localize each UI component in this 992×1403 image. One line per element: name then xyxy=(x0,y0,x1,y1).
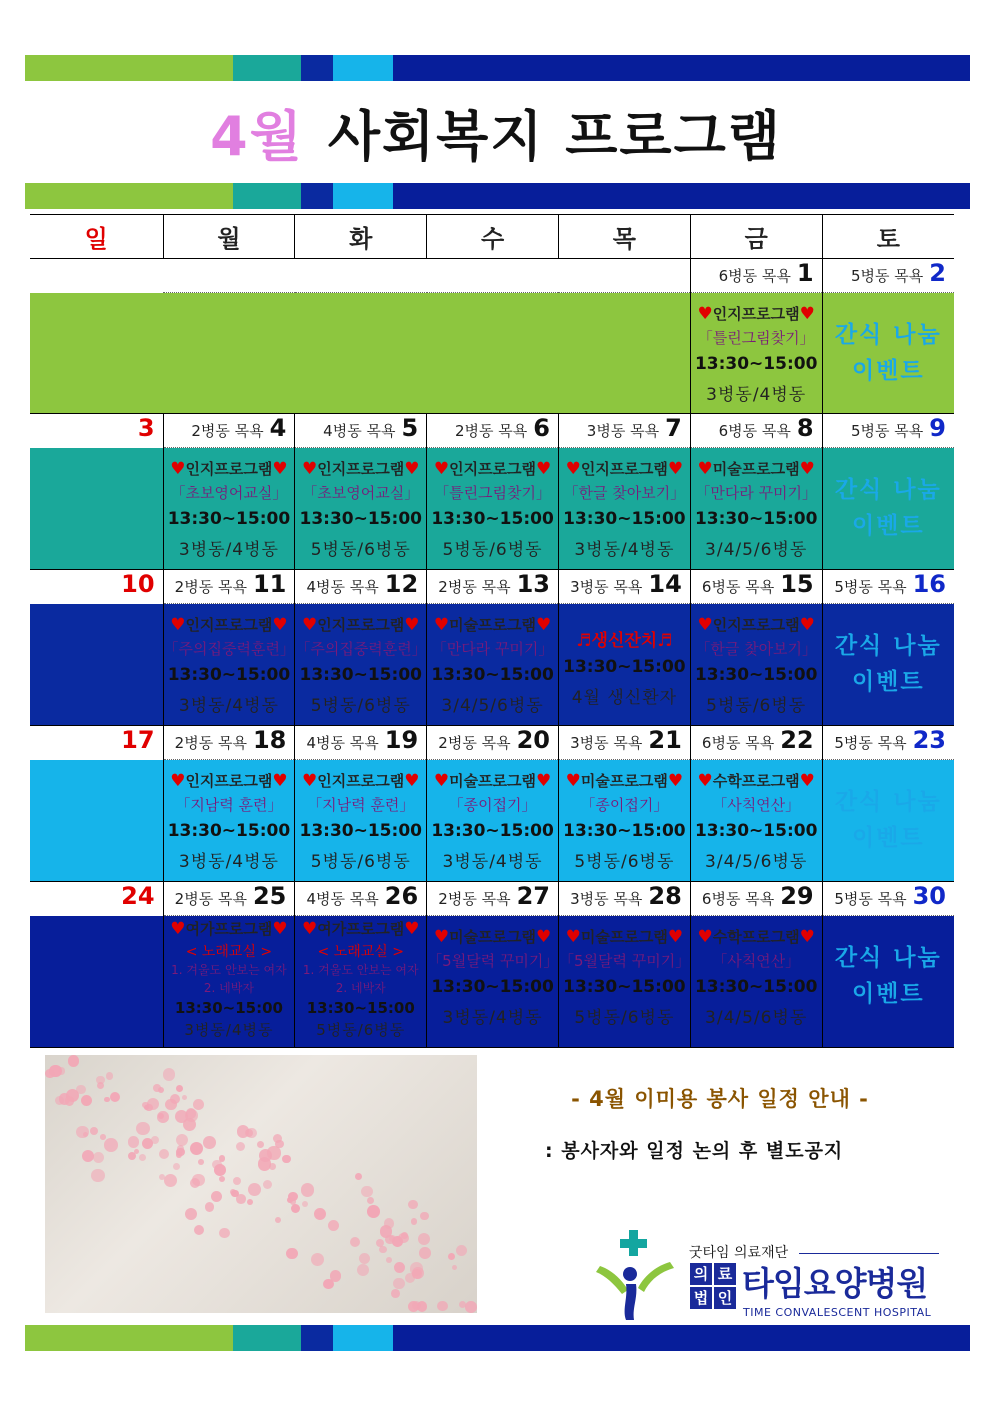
heart-icon: ♥ xyxy=(799,927,815,947)
program-name: ♥미술프로그램♥ xyxy=(433,771,552,791)
program-place: 3병동/4병동 xyxy=(178,696,279,716)
program-cell xyxy=(690,604,822,726)
heart-icon: ♥ xyxy=(433,615,450,635)
weekday-sat: 토 xyxy=(822,215,954,259)
program-subtitle: 「지남력 훈련」 xyxy=(307,796,415,814)
program-cell xyxy=(295,760,427,882)
date-cell xyxy=(690,726,822,760)
heart-icon: ♥ xyxy=(170,771,186,791)
date-cell xyxy=(822,726,954,760)
bath-ward: 2병동 목욕 xyxy=(438,578,511,596)
program-time: 13:30~15:00 xyxy=(299,509,422,529)
bath-ward: 5병동 목욕 xyxy=(851,422,924,440)
program-cell xyxy=(822,760,954,882)
heart-icon: ♥ xyxy=(433,771,450,791)
bath-ward: 6병동 목욕 xyxy=(718,267,791,285)
sunday-body-cell xyxy=(30,760,163,882)
bath-ward: 2병동 목욕 xyxy=(174,890,247,908)
program-place: 3/4/5/6병동 xyxy=(705,1008,808,1028)
program-name: ♥미술프로그램♥ xyxy=(565,771,684,791)
bath-ward: 4병동 목욕 xyxy=(306,890,379,908)
program-time: 13:30~15:00 xyxy=(299,821,422,841)
bath-ward: 5병동 목욕 xyxy=(851,267,924,285)
heart-icon: ♥ xyxy=(697,304,713,324)
heart-icon: ♥ xyxy=(404,615,420,635)
song-2: 2. 네박자 xyxy=(203,981,254,995)
program-subtitle: 「종이접기」 xyxy=(580,796,669,814)
program-cell xyxy=(427,760,559,882)
date-number: 7 xyxy=(665,414,682,442)
week-header-row xyxy=(30,570,954,604)
bath-ward: 2병동 목욕 xyxy=(174,578,247,596)
date-cell xyxy=(427,414,559,448)
week-body-row xyxy=(30,760,954,882)
program-place: 3병동/4병동 xyxy=(178,852,279,872)
program-name: ♥인지프로그램♥ xyxy=(565,459,684,479)
weekday-thu: 목 xyxy=(558,215,690,259)
program-subtitle: 「초보영어교실」 xyxy=(302,484,420,502)
date-number: 11 xyxy=(252,570,287,598)
date-number: 28 xyxy=(648,882,682,910)
bath-ward: 3병동 목욕 xyxy=(570,890,643,908)
date-number: 14 xyxy=(648,570,682,598)
program-subtitle: 「만다라 꾸미기」 xyxy=(431,640,554,658)
program-place: 3/4/5/6병동 xyxy=(441,696,544,716)
program-cell xyxy=(427,916,559,1048)
heart-icon: ♥ xyxy=(272,615,288,635)
date-cell xyxy=(558,882,690,916)
program-cell xyxy=(558,604,690,726)
program-cell xyxy=(558,448,690,570)
program-subtitle: 「5월달력 꾸미기」 xyxy=(427,952,559,970)
heart-icon: ♥ xyxy=(536,771,552,791)
heart-icon: ♥ xyxy=(667,771,684,791)
snack-event: 간식 나눔 이벤트 xyxy=(834,789,942,851)
program-time: 13:30~15:00 xyxy=(167,509,291,529)
empty-body-cell xyxy=(163,293,295,414)
date-number: 29 xyxy=(780,882,814,910)
notice-title: - 4월 이미용 봉사 일정 안내 - xyxy=(571,1087,869,1111)
weekday-wed: 수 xyxy=(427,215,559,259)
date-number: 6 xyxy=(533,414,550,442)
top-color-band xyxy=(25,55,970,81)
program-time: 13:30~15:00 xyxy=(563,509,686,529)
program-place: 5병동/6병동 xyxy=(706,696,807,716)
program-place: 3병동/4병동 xyxy=(178,540,279,560)
program-place: 4월 생신환자 xyxy=(571,688,678,708)
heart-icon: ♥ xyxy=(697,615,713,635)
program-time: 13:30~15:00 xyxy=(694,665,818,685)
program-place: 3병동/4병동 xyxy=(574,540,675,560)
week-body-row xyxy=(30,293,954,414)
empty-date-cell xyxy=(558,259,690,293)
program-cell xyxy=(822,448,954,570)
date-cell xyxy=(558,570,690,604)
program-subtitle: < 노래교실 > xyxy=(317,944,404,960)
program-place: 3병동/4병동 xyxy=(184,1021,274,1039)
date-cell xyxy=(163,570,295,604)
date-cell xyxy=(427,570,559,604)
date-cell xyxy=(163,882,295,916)
heart-icon: ♥ xyxy=(433,459,450,479)
program-cell xyxy=(163,916,295,1048)
week-body-row xyxy=(30,604,954,726)
program-place: 5병동/6병동 xyxy=(574,1008,675,1028)
date-cell xyxy=(690,882,822,916)
date-number: 9 xyxy=(929,414,946,442)
sunday-date-cell xyxy=(30,259,163,293)
program-time: 13:30~15:00 xyxy=(563,657,686,677)
heart-icon: ♥ xyxy=(536,927,552,947)
page-title xyxy=(0,94,992,171)
logo-org: 굿타임 의료재단 xyxy=(689,1245,789,1261)
notice-body: : 봉사자와 일정 논의 후 별도공지 xyxy=(545,1140,844,1162)
program-cell xyxy=(427,604,559,726)
bath-ward: 4병동 목욕 xyxy=(306,734,379,752)
heart-icon: ♥ xyxy=(667,459,684,479)
bath-ward: 5병동 목욕 xyxy=(834,578,907,596)
weekday-sun: 일 xyxy=(30,215,163,259)
program-cell xyxy=(690,760,822,882)
program-name: ♥미술프로그램♥ xyxy=(433,615,552,635)
program-subtitle: 「사칙연산」 xyxy=(712,952,801,970)
program-time: 13:30~15:00 xyxy=(431,509,554,529)
date-number: 22 xyxy=(780,726,814,754)
program-cell xyxy=(163,760,295,882)
date-cell xyxy=(822,414,954,448)
sunday-body-cell xyxy=(30,916,163,1048)
sunday-date-cell xyxy=(30,882,163,916)
date-cell xyxy=(427,726,559,760)
program-time: 13:30~15:00 xyxy=(694,977,818,997)
program-cell xyxy=(295,448,427,570)
cross-person-icon xyxy=(592,1228,687,1323)
date-cell xyxy=(822,259,954,293)
sunday-number: 3 xyxy=(137,414,155,442)
program-place: 3/4/5/6병동 xyxy=(705,852,808,872)
logo-english: TIME CONVALESCENT HOSPITAL xyxy=(743,1306,932,1319)
program-name: ♥인지프로그램♥ xyxy=(170,615,288,635)
heart-icon: ♥ xyxy=(404,771,420,791)
song-1: 1. 겨울도 안보는 여자 xyxy=(302,963,419,977)
calendar-table xyxy=(30,214,954,1048)
program-name: ♥미술프로그램♥ xyxy=(565,927,684,947)
program-cell xyxy=(558,916,690,1048)
bath-ward: 2병동 목욕 xyxy=(454,422,528,440)
snack-event: 간식 나눔 이벤트 xyxy=(834,945,942,1007)
date-number: 23 xyxy=(912,726,946,754)
program-place: 5병동/6병동 xyxy=(442,540,543,560)
bath-ward: 4병동 목욕 xyxy=(323,422,396,440)
program-name: ♥여가프로그램♥ xyxy=(302,919,420,939)
date-cell xyxy=(163,726,295,760)
program-cell xyxy=(822,604,954,726)
weekday-tue: 화 xyxy=(295,215,427,259)
program-place: 3병동/4병동 xyxy=(442,1008,543,1028)
date-number: 16 xyxy=(912,570,946,598)
program-name: ♥미술프로그램♥ xyxy=(433,927,552,947)
program-subtitle: 「사칙연산」 xyxy=(712,796,801,814)
date-cell xyxy=(822,882,954,916)
week-header-row xyxy=(30,726,954,760)
date-cell xyxy=(295,414,427,448)
program-time: 13:30~15:00 xyxy=(306,999,415,1017)
program-name: ♥수학프로그램♥ xyxy=(697,927,815,947)
heart-icon: ♥ xyxy=(433,927,450,947)
date-cell xyxy=(295,570,427,604)
heart-icon: ♥ xyxy=(565,771,581,791)
program-name: ♥인지프로그램♥ xyxy=(697,615,815,635)
title-color-band xyxy=(25,183,970,209)
empty-body-cell xyxy=(427,293,559,414)
program-time: 13:30~15:00 xyxy=(299,665,422,685)
program-cell xyxy=(295,916,427,1048)
program-place: 5병동/6병동 xyxy=(310,852,411,872)
empty-date-cell xyxy=(163,259,295,293)
program-time: 13:30~15:00 xyxy=(174,999,283,1017)
program-cell xyxy=(163,604,295,726)
date-number: 18 xyxy=(252,726,287,754)
bath-ward: 6병동 목욕 xyxy=(701,578,775,596)
song-2: 2. 네박자 xyxy=(335,981,386,995)
program-place: 5병동/6병동 xyxy=(310,540,411,560)
logo-name: 타임요양병원 xyxy=(742,1264,928,1303)
program-name: ♥인지프로그램♥ xyxy=(697,304,815,324)
weekday-mon: 월 xyxy=(163,215,295,259)
date-number: 25 xyxy=(252,882,287,910)
date-number: 12 xyxy=(384,570,419,598)
program-subtitle: 「한글 찾아보기」 xyxy=(563,484,686,502)
program-name: ♥인지프로그램♥ xyxy=(170,459,288,479)
program-place: 3/4/5/6병동 xyxy=(705,540,808,560)
sunday-number: 24 xyxy=(121,882,155,910)
empty-date-cell xyxy=(427,259,559,293)
heart-icon: ♥ xyxy=(302,771,318,791)
hospital-logo xyxy=(592,1228,942,1323)
date-number: 5 xyxy=(401,414,419,442)
program-time: 13:30~15:00 xyxy=(563,821,686,841)
program-name: ♥수학프로그램♥ xyxy=(697,771,815,791)
heart-icon: ♥ xyxy=(302,919,318,939)
heart-icon: ♥ xyxy=(799,615,815,635)
program-place: 5병동/6병동 xyxy=(574,852,675,872)
bath-ward: 2병동 목욕 xyxy=(174,734,247,752)
title-month: 4월 xyxy=(210,105,304,168)
bath-ward: 6병동 목욕 xyxy=(701,734,775,752)
date-number: 27 xyxy=(516,882,550,910)
heart-icon: ♥ xyxy=(404,459,420,479)
date-cell xyxy=(295,882,427,916)
cherry-blossom-photo xyxy=(45,1055,477,1313)
program-name: ♥인지프로그램♥ xyxy=(433,459,552,479)
date-number: 15 xyxy=(780,570,814,598)
snack-event: 간식 나눔 이벤트 xyxy=(834,322,942,384)
program-subtitle: 「주의집중력훈련」 xyxy=(163,640,295,658)
program-cell xyxy=(427,448,559,570)
date-cell xyxy=(690,570,822,604)
bath-ward: 6병동 목욕 xyxy=(718,422,791,440)
week-header-row xyxy=(30,259,954,293)
program-name: ♥인지프로그램♥ xyxy=(170,771,288,791)
bath-ward: 3병동 목욕 xyxy=(570,578,643,596)
program-name: ♥인지프로그램♥ xyxy=(302,615,420,635)
heart-icon: ♥ xyxy=(272,771,288,791)
heart-icon: ♥ xyxy=(667,927,684,947)
program-subtitle: 「틀린그림찾기」 xyxy=(697,329,815,347)
date-number: 13 xyxy=(516,570,550,598)
bath-ward: 3병동 목욕 xyxy=(586,422,660,440)
sunday-date-cell xyxy=(30,570,163,604)
date-number: 20 xyxy=(516,726,550,754)
heart-icon: ♥ xyxy=(536,615,552,635)
bath-ward: 2병동 목욕 xyxy=(438,734,511,752)
program-time: 13:30~15:00 xyxy=(431,665,554,685)
logo-boxes: 의 료 법 인 xyxy=(690,1263,736,1309)
program-place: 5병동/6병동 xyxy=(310,696,411,716)
heart-icon: ♥ xyxy=(170,919,186,939)
empty-body-cell xyxy=(558,293,690,414)
program-time: 13:30~15:00 xyxy=(694,821,818,841)
program-cell xyxy=(822,293,954,414)
program-cell xyxy=(822,916,954,1048)
date-cell xyxy=(690,259,822,293)
heart-icon: ♥ xyxy=(302,615,318,635)
bath-ward: 5병동 목욕 xyxy=(834,890,907,908)
heart-icon: ♥ xyxy=(170,459,186,479)
date-number: 4 xyxy=(269,414,287,442)
program-subtitle: < 노래교실 > xyxy=(185,944,273,960)
heart-icon: ♥ xyxy=(565,927,581,947)
sunday-body-cell xyxy=(30,293,163,414)
date-cell xyxy=(163,414,295,448)
program-subtitle: 「5월달력 꾸미기」 xyxy=(558,952,691,970)
date-number: 2 xyxy=(929,259,946,287)
program-time: 13:30~15:00 xyxy=(167,665,291,685)
sunday-body-cell xyxy=(30,604,163,726)
heart-icon: ♥ xyxy=(302,459,318,479)
bath-ward: 6병동 목욕 xyxy=(701,890,775,908)
sunday-body-cell xyxy=(30,448,163,570)
program-place: 3병동/4병동 xyxy=(442,852,543,872)
heart-icon: ♥ xyxy=(799,459,815,479)
date-cell xyxy=(427,882,559,916)
date-cell xyxy=(690,414,822,448)
program-time: 13:30~15:00 xyxy=(694,509,818,529)
bath-ward: 5병동 목욕 xyxy=(834,734,907,752)
program-time: 13:30~15:00 xyxy=(431,821,554,841)
week-body-row xyxy=(30,916,954,1048)
weekday-fri: 금 xyxy=(690,215,822,259)
bath-ward: 2병동 목욕 xyxy=(438,890,511,908)
week-body-row xyxy=(30,448,954,570)
program-cell xyxy=(163,448,295,570)
date-cell xyxy=(822,570,954,604)
program-time: 13:30~15:00 xyxy=(694,354,818,374)
date-number: 1 xyxy=(796,259,814,287)
birthday-party: ♬생신잔치♬ xyxy=(576,631,673,651)
program-subtitle: 「초보영어교실」 xyxy=(170,484,288,502)
heart-icon: ♥ xyxy=(565,459,581,479)
program-subtitle: 「만다라 꾸미기」 xyxy=(695,484,818,502)
program-cell xyxy=(295,604,427,726)
weekday-header xyxy=(30,215,954,259)
bath-ward: 3병동 목욕 xyxy=(570,734,643,752)
title-text: 사회복지 프로그램 xyxy=(327,105,782,168)
song-1: 1. 겨울도 안보는 여자 xyxy=(171,963,287,977)
week-header-row xyxy=(30,882,954,916)
program-place: 3병동/4병동 xyxy=(706,385,807,405)
sunday-number: 17 xyxy=(121,726,155,754)
week-header-row xyxy=(30,414,954,448)
heart-icon: ♥ xyxy=(536,459,552,479)
program-cell xyxy=(690,293,822,414)
date-number: 21 xyxy=(648,726,682,754)
program-subtitle: 「주의집중력훈련」 xyxy=(295,640,427,658)
heart-icon: ♥ xyxy=(272,459,288,479)
heart-icon: ♥ xyxy=(799,771,815,791)
date-cell xyxy=(558,414,690,448)
date-number: 30 xyxy=(912,882,946,910)
program-subtitle: 「지남력 훈련」 xyxy=(175,796,283,814)
heart-icon: ♥ xyxy=(799,304,815,324)
date-cell xyxy=(558,726,690,760)
program-name: ♥인지프로그램♥ xyxy=(302,771,420,791)
bath-ward: 2병동 목욕 xyxy=(191,422,264,440)
date-number: 26 xyxy=(384,882,419,910)
date-number: 19 xyxy=(384,726,419,754)
sunday-date-cell xyxy=(30,414,163,448)
empty-date-cell xyxy=(295,259,427,293)
program-place: 5병동/6병동 xyxy=(316,1021,406,1039)
program-name: ♥여가프로그램♥ xyxy=(170,919,288,939)
heart-icon: ♥ xyxy=(404,919,420,939)
program-subtitle: 「한글 찾아보기」 xyxy=(695,640,818,658)
snack-event: 간식 나눔 이벤트 xyxy=(834,477,942,539)
program-cell xyxy=(690,916,822,1048)
program-name: ♥미술프로그램♥ xyxy=(697,459,815,479)
date-number: 8 xyxy=(796,414,814,442)
program-cell xyxy=(690,448,822,570)
empty-body-cell xyxy=(295,293,427,414)
bath-ward: 4병동 목욕 xyxy=(306,578,379,596)
snack-event: 간식 나눔 이벤트 xyxy=(834,633,942,695)
heart-icon: ♥ xyxy=(697,771,713,791)
program-subtitle: 「종이접기」 xyxy=(448,796,537,814)
sunday-number: 10 xyxy=(121,570,155,598)
program-time: 13:30~15:00 xyxy=(431,977,554,997)
heart-icon: ♥ xyxy=(170,615,186,635)
program-time: 13:30~15:00 xyxy=(167,821,291,841)
date-cell xyxy=(295,726,427,760)
program-time: 13:30~15:00 xyxy=(563,977,686,997)
heart-icon: ♥ xyxy=(697,459,713,479)
program-cell xyxy=(558,760,690,882)
sunday-date-cell xyxy=(30,726,163,760)
heart-icon: ♥ xyxy=(697,927,713,947)
program-name: ♥인지프로그램♥ xyxy=(302,459,420,479)
bottom-color-band xyxy=(25,1325,970,1351)
heart-icon: ♥ xyxy=(272,919,288,939)
program-subtitle: 「틀린그림찾기」 xyxy=(434,484,552,502)
